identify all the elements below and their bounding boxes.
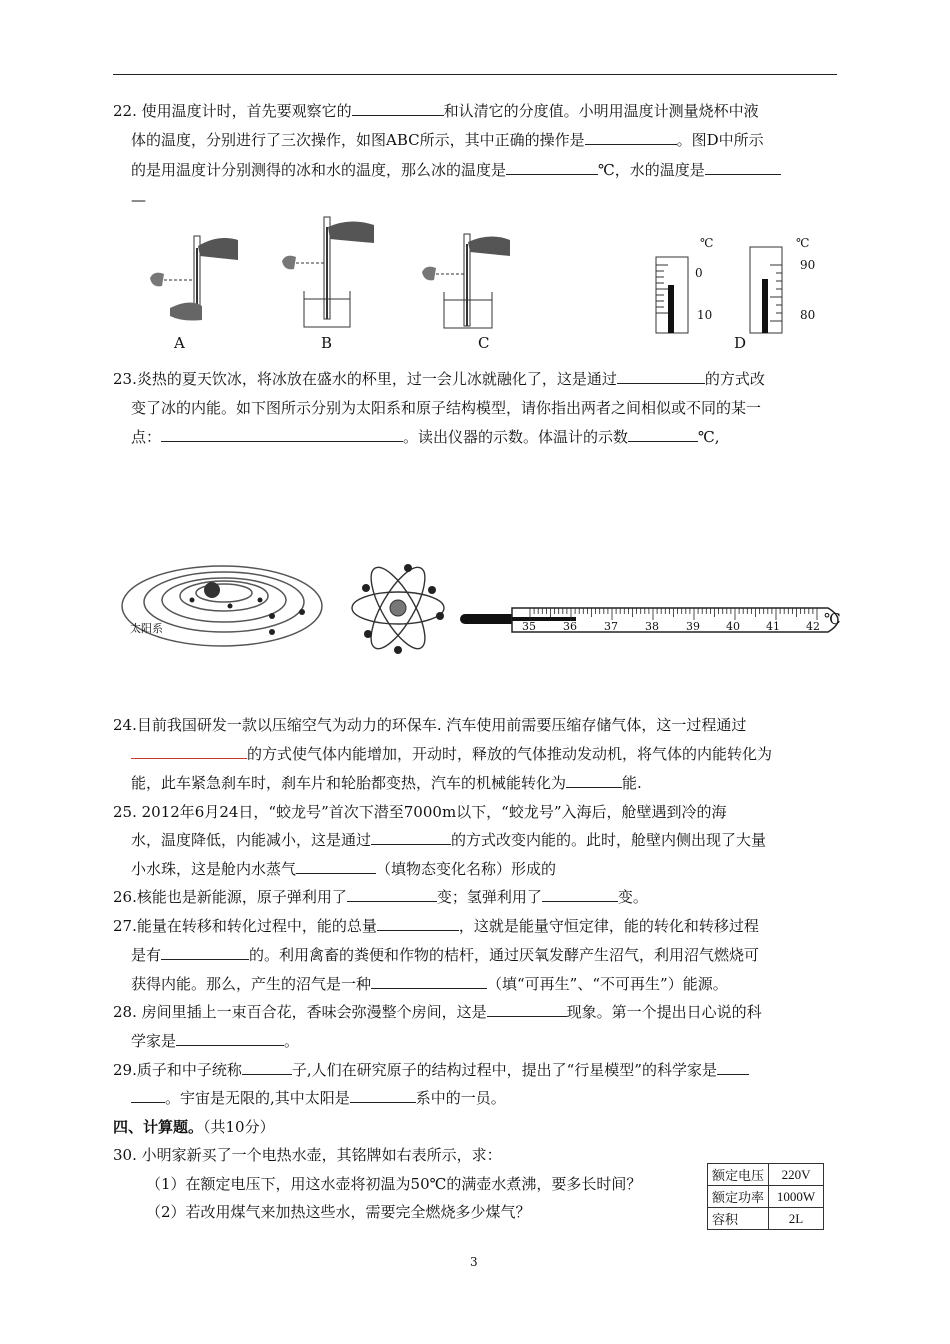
nameplate-row: [708, 1208, 824, 1230]
q24-line2: 的方式使气体内能增加，开动时，释放的气体推动发动机，将气体的内能转化为: [131, 744, 772, 764]
q22-line3: 的是用温度计分别测得的冰和水的温度，那么冰的温度是 ℃，水的温度是: [131, 160, 781, 180]
top-rule: [113, 74, 837, 75]
nameplate-value: 1000W: [769, 1186, 824, 1208]
atom-model-figure: [348, 556, 448, 660]
figure-label-d: D: [734, 334, 747, 352]
figure-label-b: B: [321, 334, 333, 352]
scale-37: 37: [604, 620, 618, 633]
nameplate-row: [708, 1186, 824, 1208]
q22-blank1[interactable]: [352, 101, 444, 116]
q23-line1: 23.炎热的夏天饮冰，将冰放在盛水的杯里，过一会儿冰就融化了，这是通过 的方式改: [113, 370, 765, 388]
q26-blank2[interactable]: [542, 887, 618, 902]
q27-line2: 是有 的。利用禽畜的粪便和作物的桔杆，通过厌氧发酵产生沼气，利用沼气燃烧可: [131, 946, 760, 964]
q30-line1: 30. 小明家新买了一个电热水壶，其铭牌如右表所示，求：: [113, 1146, 502, 1164]
q28-blank1[interactable]: [487, 1002, 567, 1017]
q29-blank2[interactable]: [717, 1060, 749, 1075]
q23-blank1[interactable]: [617, 369, 705, 384]
figure-b-thermometer-beaker: [278, 213, 378, 331]
figure-label-a: A: [174, 334, 185, 352]
scale-39: 39: [686, 620, 700, 633]
q25-line1: 25. 2012年6月24日，“蛟龙号”首次下潜至7000m以下，“蛟龙号”入海后，舱壁遇到冷的海: [113, 803, 727, 821]
figure-label-c: C: [478, 334, 490, 352]
figure-a-thermometer-hands: [140, 228, 240, 328]
q24-line3: 能，此车紧急刹车时，刹车片和轮胎都变热，汽车的机械能转化为 能.: [131, 774, 642, 792]
q25-blank2[interactable]: [296, 859, 376, 874]
q29-blank1[interactable]: [242, 1060, 292, 1075]
nameplate-label: 容积: [708, 1208, 769, 1230]
q22-blank4[interactable]: [705, 160, 781, 175]
page-number: 3: [470, 1255, 478, 1269]
thermo-d-tick-90: 90: [800, 258, 816, 272]
q22-line2: 体的温度，分别进行了三次操作，如图ABC所示，其中正确的操作是 。图D中所示: [131, 131, 764, 149]
q28-blank2[interactable]: [176, 1031, 284, 1046]
q22-blank2[interactable]: [585, 130, 677, 145]
scale-41: 41: [766, 620, 780, 633]
q24-line1: 24.目前我国研发一款以压缩空气为动力的环保车. 汽车使用前需要压缩存储气体，这一过程通过: [113, 716, 747, 734]
q26-blank1[interactable]: [347, 887, 437, 902]
q27-blank1[interactable]: [377, 916, 459, 931]
q23-blank3[interactable]: [628, 427, 698, 442]
q24-blank1[interactable]: [131, 744, 247, 759]
nameplate-label: 额定电压: [708, 1164, 769, 1186]
nameplate-value: 2L: [769, 1208, 824, 1230]
q25-line2: 水，温度降低，内能减小，这是通过 的方式改变内能的。此时，舱壁内侧出现了大量: [131, 831, 767, 849]
thermo-d-tick-80: 80: [800, 308, 816, 322]
q23-line2: 变了冰的内能。如下图所示分别为太阳系和原子结构模型，请你指出两者之间相似或不同的某一: [131, 399, 762, 417]
solar-system-figure: [112, 560, 324, 656]
thermo-d-unit-right: ℃: [796, 236, 810, 250]
q27-blank3[interactable]: [371, 974, 487, 989]
nameplate-row: [708, 1164, 824, 1186]
q23-blank2[interactable]: [161, 427, 403, 442]
scale-35: 35: [522, 620, 536, 633]
q28-line1: 28. 房间里插上一束百合花，香味会弥漫整个房间，这是 现象。第一个提出日心说的科: [113, 1003, 762, 1021]
scale-unit: ℃: [824, 610, 841, 628]
q29-blank3[interactable]: [350, 1088, 416, 1103]
q27-line3: 获得内能。那么，产生的沼气是一种 （填“可再生”、“不可再生”）能源。: [131, 975, 728, 993]
nameplate-value: 220V: [769, 1164, 824, 1186]
section4-heading: 四、计算题。（共10分）: [113, 1118, 275, 1136]
q30-part1: （1）在额定电压下，用这水壶将初温为50℃的满壶水煮沸，要多长时间？: [146, 1175, 642, 1193]
q29-line1: 29.质子和中子统称 子,人们在研究原子的结构过程中，提出了“行星模型”的科学家是: [113, 1060, 749, 1080]
thermo-d-tick-10: 10: [697, 308, 713, 322]
q22-blank3[interactable]: [506, 160, 598, 175]
q27-blank2[interactable]: [161, 945, 249, 960]
thermo-d-tick-0: 0: [695, 266, 703, 280]
q29-line2: 。宇宙是无限的,其中太阳是 系中的一员。: [131, 1088, 506, 1108]
q26-line: 26.核能也是新能源，原子弹利用了 变；氢弹利用了 变。: [113, 888, 648, 906]
q23-line3: 点： 。读出仪器的示数。体温计的示数 ℃,: [131, 428, 720, 446]
q29-blank2-cont[interactable]: [131, 1088, 165, 1103]
solar-system-label: 太阳系: [130, 622, 163, 635]
q25-blank1[interactable]: [371, 830, 451, 845]
q22-line1: 22. 使用温度计时，首先要观察它的 和认清它的分度值。小明用温度计测量烧杯中液: [113, 102, 759, 120]
q24-blank2[interactable]: [566, 773, 622, 788]
scale-38: 38: [645, 620, 659, 633]
scale-42: 42: [806, 620, 820, 633]
scale-36: 36: [563, 620, 577, 633]
q27-line1: 27.能量在转移和转化过程中，能的总量 ，这就是能量守恒定律，能的转化和转移过程: [113, 917, 759, 935]
q25-line3: 小水珠，这是舱内水蒸气 （填物态变化名称）形成的: [131, 860, 557, 878]
nameplate-table: [707, 1163, 824, 1230]
thermo-d-unit-left: ℃: [700, 236, 714, 250]
nameplate-label: 额定功率: [708, 1186, 769, 1208]
q22-line4: —: [131, 191, 146, 209]
scale-40: 40: [726, 620, 740, 633]
q28-line2: 学家是 。: [131, 1032, 300, 1050]
q30-part2: （2）若改用煤气来加热这些水，需要完全燃烧多少煤气？: [146, 1203, 531, 1221]
figure-c-thermometer-beaker: [418, 230, 518, 330]
